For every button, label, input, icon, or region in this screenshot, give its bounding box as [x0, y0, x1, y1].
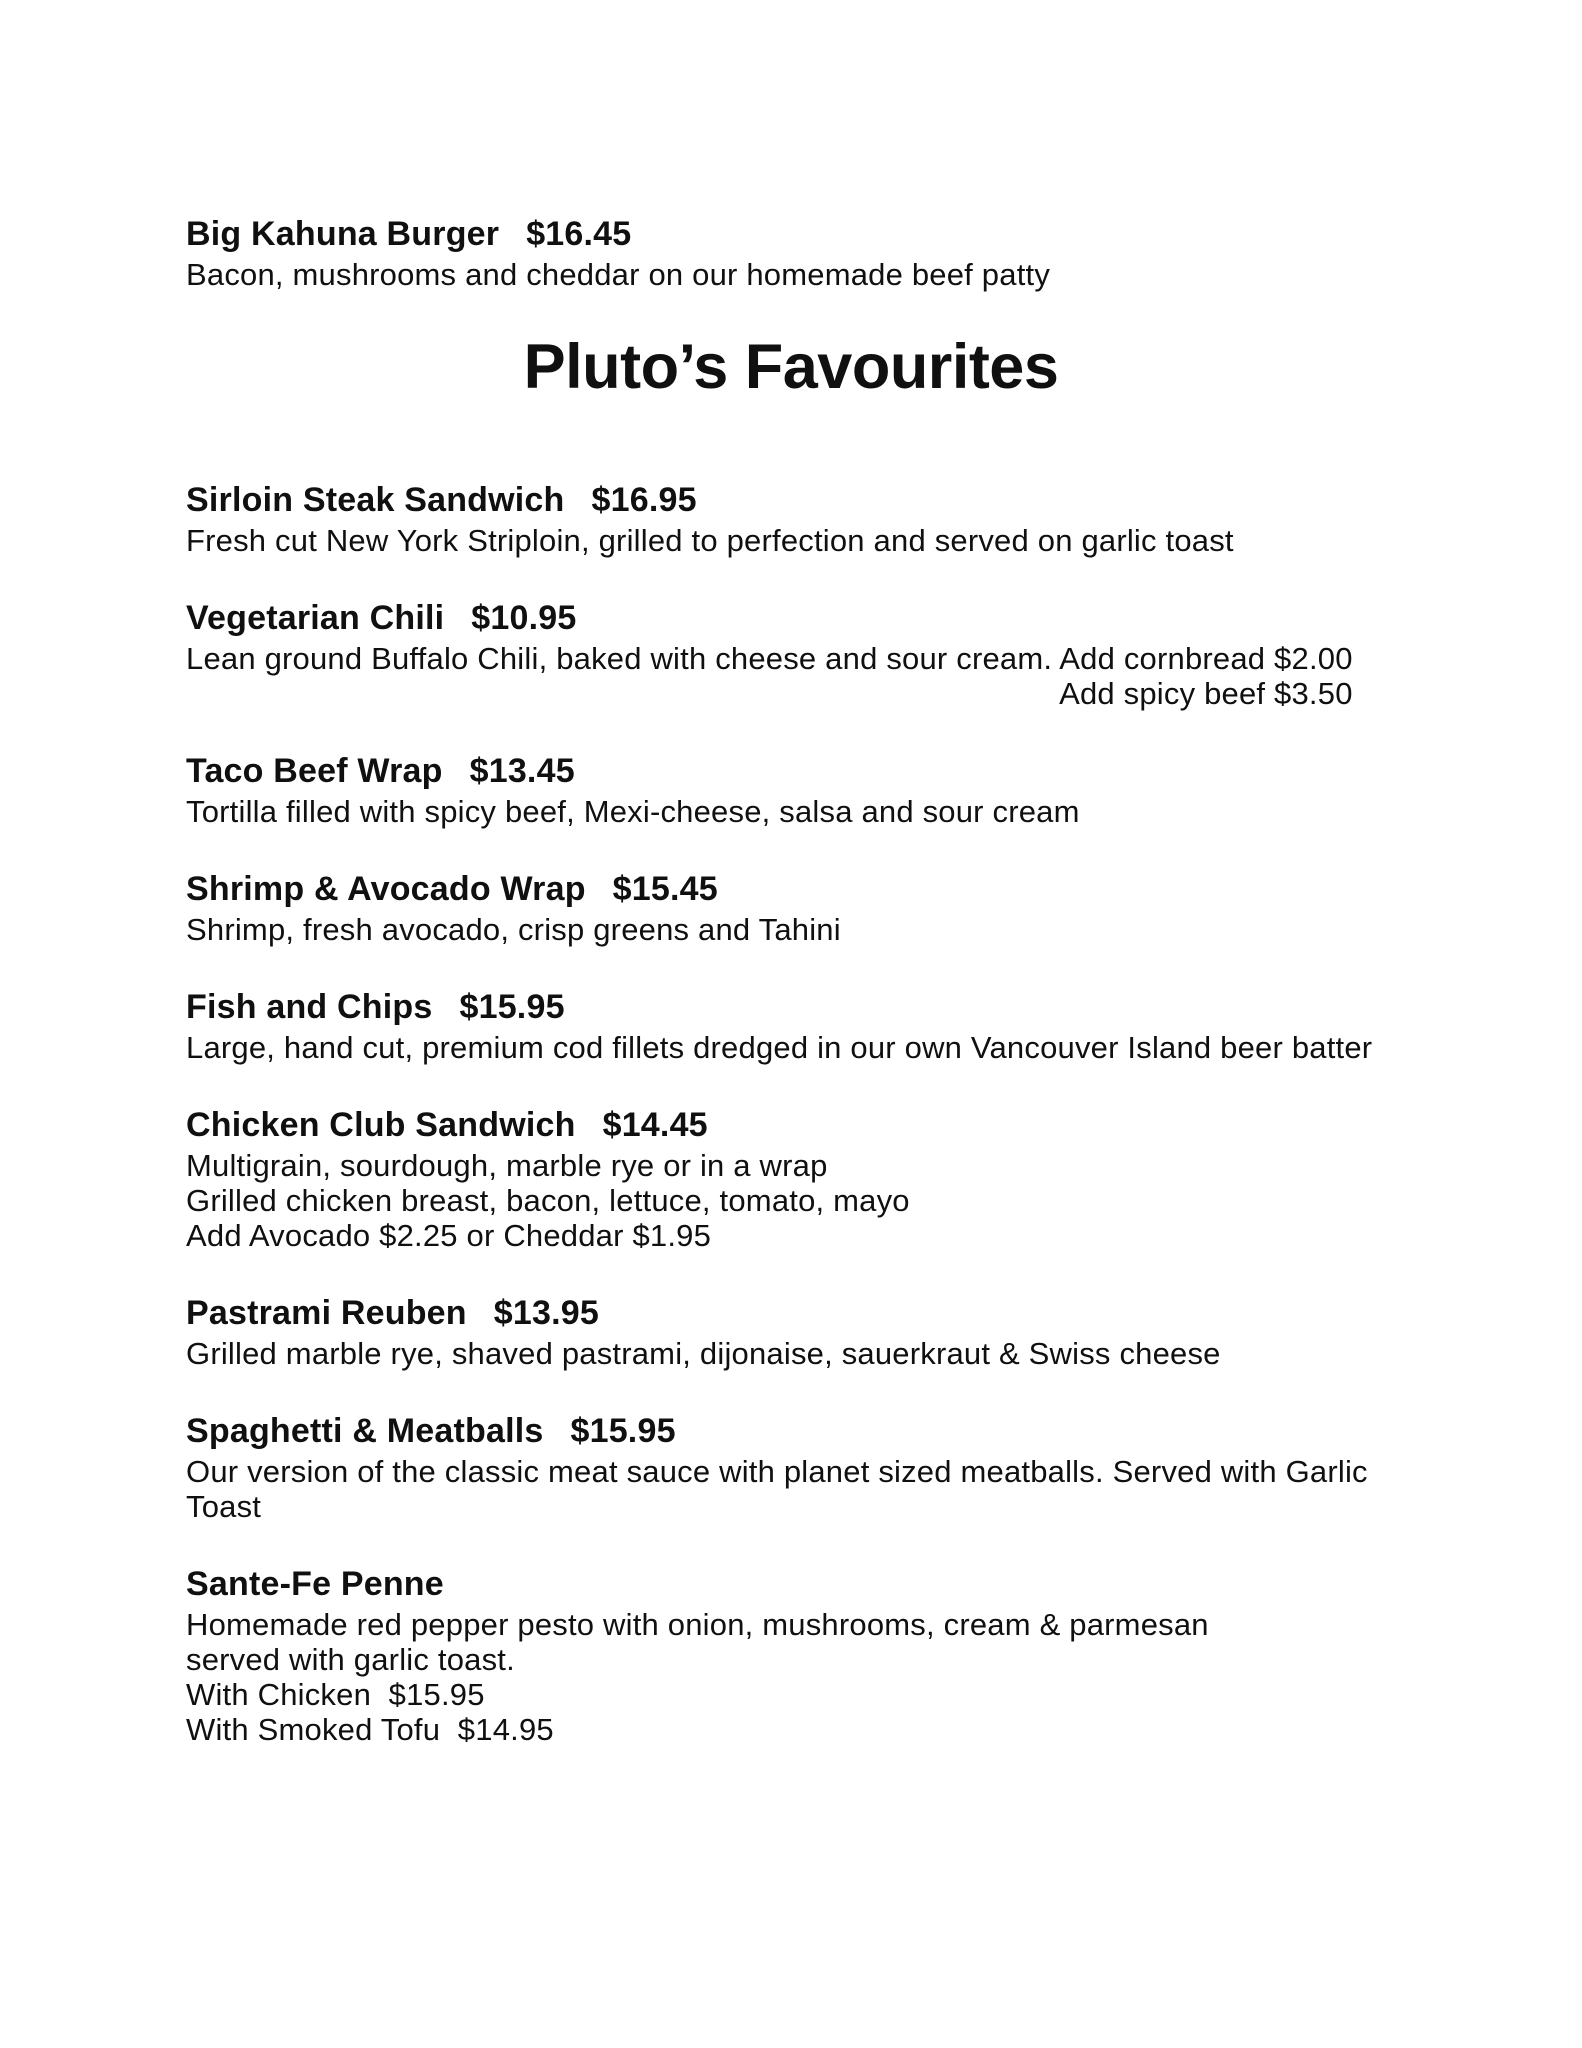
item-name: Fish and Chips — [186, 988, 433, 1026]
item-name: Pastrami Reuben — [186, 1294, 467, 1332]
item-name: Chicken Club Sandwich — [186, 1106, 576, 1144]
item-name: Shrimp & Avocado Wrap — [186, 870, 586, 908]
menu-item — [186, 1103, 1396, 1253]
item-description-line: Toast — [186, 1489, 262, 1524]
item-price: $16.95 — [591, 481, 697, 519]
item-title — [186, 1409, 1396, 1454]
item-name: Spaghetti & Meatballs — [186, 1412, 544, 1450]
item-description-line: Shrimp, fresh avocado, crisp greens and Tahini — [186, 912, 841, 947]
item-title — [186, 1562, 1396, 1607]
item-title — [186, 749, 1396, 794]
item-description — [186, 1607, 1209, 1747]
item-description-line: Tortilla filled with spicy beef, Mexi-cheese, salsa and sour cream — [186, 794, 1080, 829]
menu-item — [186, 1562, 1396, 1747]
item-description — [186, 912, 841, 947]
item-description-line: Large, hand cut, premium cod fillets dredged in our own Vancouver Island beer batter — [186, 1030, 1373, 1065]
item-description — [186, 1148, 910, 1253]
item-price: $10.95 — [471, 599, 577, 637]
item-description-line: Lean ground Buffalo Chili, baked with cheese and sour cream. Add cornbread $2.00 — [186, 641, 1353, 676]
menu-item — [186, 212, 1396, 292]
item-description-line: Bacon, mushrooms and cheddar on our homemade beef patty — [186, 257, 1051, 292]
item-description-line: Add Avocado $2.25 or Cheddar $1.95 — [186, 1218, 712, 1253]
item-title — [186, 212, 1396, 257]
item-price: $16.45 — [526, 215, 632, 253]
item-description-line: Homemade red pepper pesto with onion, mushrooms, cream & parmesan — [186, 1607, 1209, 1642]
item-description-line: With Chicken $15.95 — [186, 1677, 485, 1712]
item-description-line: Our version of the classic meat sauce with planet sized meatballs. Served with Garlic — [186, 1454, 1368, 1489]
item-title — [186, 867, 1396, 912]
item-price: $14.45 — [602, 1106, 708, 1144]
item-price: $13.45 — [469, 752, 575, 790]
menu-item — [186, 478, 1396, 558]
item-description — [186, 1454, 1368, 1524]
item-name: Big Kahuna Burger — [186, 215, 500, 253]
item-price: $15.95 — [459, 988, 565, 1026]
item-description-line: With Smoked Tofu $14.95 — [186, 1712, 554, 1747]
item-description-line: served with garlic toast. — [186, 1642, 515, 1677]
item-title — [186, 478, 1396, 523]
item-price: $15.95 — [570, 1412, 676, 1450]
item-description-line: Add spicy beef $3.50 — [1059, 676, 1353, 711]
item-name: Vegetarian Chili — [186, 599, 445, 637]
menu-items-main — [186, 478, 1396, 1747]
item-name: Sante-Fe Penne — [186, 1565, 444, 1603]
item-description — [186, 1336, 1221, 1371]
item-name: Sirloin Steak Sandwich — [186, 481, 565, 519]
item-title — [186, 596, 1396, 641]
item-description — [186, 794, 1080, 829]
item-description-line: Grilled chicken breast, bacon, lettuce, tomato, mayo — [186, 1183, 910, 1218]
item-description — [186, 641, 1353, 711]
menu-item — [186, 749, 1396, 829]
menu-content — [186, 212, 1396, 1785]
section-title: Pluto’s Favourites — [523, 332, 1059, 402]
menu-item — [186, 867, 1396, 947]
item-title — [186, 1103, 1396, 1148]
item-name: Taco Beef Wrap — [186, 752, 443, 790]
menu-item — [186, 985, 1396, 1065]
item-description-line: Multigrain, sourdough, marble rye or in a wrap — [186, 1148, 828, 1183]
item-description — [186, 523, 1234, 558]
menu-item — [186, 1409, 1396, 1524]
item-description — [186, 1030, 1372, 1065]
item-title — [186, 1291, 1396, 1336]
item-price: $15.45 — [612, 870, 718, 908]
menu-item — [186, 1291, 1396, 1371]
item-title — [186, 985, 1396, 1030]
item-description-line: Grilled marble rye, shaved pastrami, dijonaise, sauerkraut & Swiss cheese — [186, 1336, 1221, 1371]
menu-item — [186, 596, 1396, 711]
menu-items-above-section — [186, 212, 1396, 292]
item-description — [186, 257, 1050, 292]
item-price: $13.95 — [493, 1294, 599, 1332]
item-description-line: Fresh cut New York Striploin, grilled to perfection and served on garlic toast — [186, 523, 1234, 558]
